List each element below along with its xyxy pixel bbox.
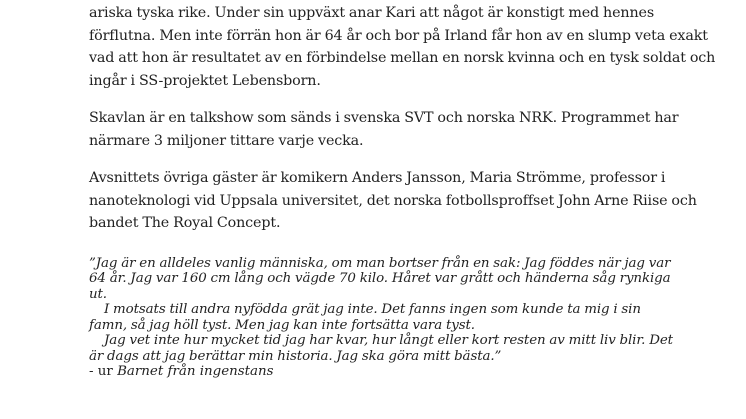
- text-line: närmare 3 miljoner tittare varje vecka.: [89, 132, 364, 149]
- text-line: vad att hon är resultatet av en förbindelse mellan en norsk kvinna och en tysk soldat och: [89, 50, 716, 66]
- text-line: bandet The Royal Concept.: [89, 215, 281, 231]
- text-line: ingår i SS-projektet Lebensborn.: [89, 72, 321, 89]
- book-quote: [89, 250, 673, 365]
- text-line: ariska tyska rike. Under sin uppväxt anar Kari att något är konstigt med hennes: [89, 5, 655, 21]
- text-line: förflutna. Men inte förrän hon är 64 år och bor på Irland får hon av en slump veta exakt: [89, 27, 708, 44]
- paragraph-kari-background: [89, 2, 716, 92]
- paragraph-other-guests: [89, 167, 697, 235]
- quote-line: ut.: [89, 286, 107, 302]
- quote-line: famn, så jag höll tyst. Men jag kan inte fortsätta vara tyst.: [89, 317, 475, 333]
- paragraph-skavlan-info: [89, 107, 679, 152]
- source-book-title: Barnet från ingenstans: [117, 364, 274, 379]
- text-line: Skavlan är en talkshow som sänds i svenska SVT och norska NRK. Programmet har: [89, 110, 679, 126]
- quote-line: Jag vet inte hur mycket tid jag har kvar, hur långt eller kort resten av mitt liv blir. Det: [104, 333, 673, 348]
- quote-line: 64 år. Jag var 160 cm lång och vägde 70 kilo. Håret var grått och händerna såg rynkiga: [89, 271, 671, 286]
- source-prefix: - ur: [89, 364, 113, 379]
- quote-line: är dags att jag berättar min historia. Jag ska göra mitt bästa.”: [89, 348, 502, 364]
- quote-source: [89, 364, 669, 380]
- quote-line: I motsats till andra nyfödda grät jag inte. Det fanns ingen som kunde ta mig i sin: [104, 302, 641, 317]
- quote-line: ”Jag är en alldeles vanlig människa, om man bortser från en sak: Jag föddes när jag var: [89, 255, 671, 271]
- document-body: [89, 2, 716, 380]
- text-line: Avsnittets övriga gäster är komikern Anders Jansson, Maria Strömme, professor i: [89, 170, 666, 186]
- text-line: nanoteknologi vid Uppsala universitet, det norska fotbollsproffset John Arne Riise och: [89, 192, 697, 209]
